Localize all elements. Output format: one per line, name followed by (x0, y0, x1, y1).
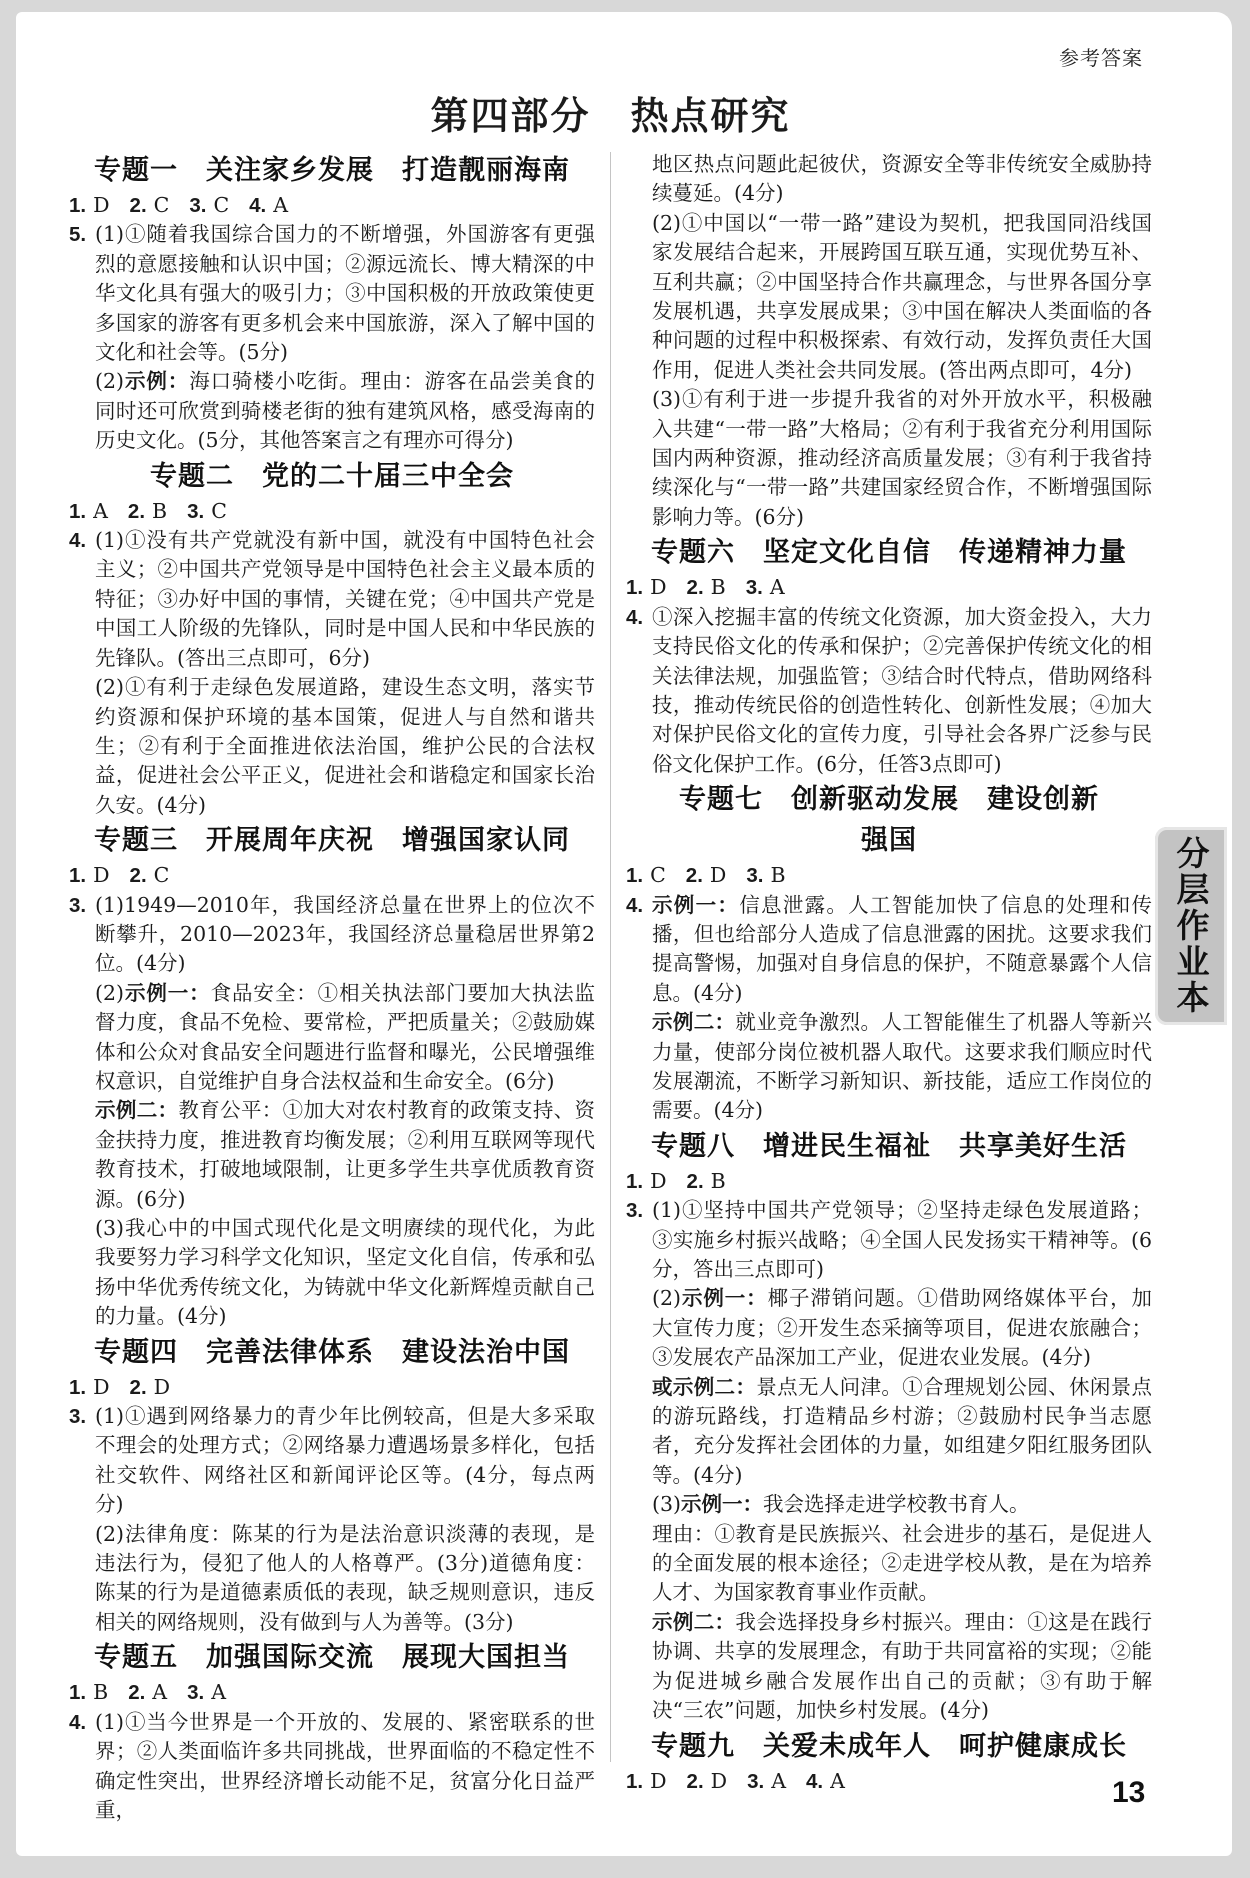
choice-answers-line (626, 861, 1152, 890)
answer-text: (1)①随着我国综合国力的不断增强，外国游客有更强烈的意愿接触和认识中国；②源远流长、博大精深的中华文化具有强大的吸引力；③中国积极的开放政策使更多国家的游客有更多机会来中国旅游，深入了解中国的文化和社会等。(5分) (95, 222, 595, 365)
example-label: 示例二： (652, 1609, 736, 1634)
answer-text: 教育公平：①加大对农村教育的政策支持、资金扶持力度，推进教育均衡发展；②利用互联网等现代教育技术，打破地域限制，让更多学生共享优质教育资源。(6分) (95, 1098, 596, 1211)
answer-letter: A (830, 1768, 845, 1793)
answer-letter: C (211, 498, 227, 523)
example-label: 示例二： (652, 1010, 736, 1035)
topic-heading-line: 专题七 创新驱动发展 建设创新 (679, 784, 1099, 816)
choice-answer (187, 499, 227, 523)
topic-heading-line: 专题六 坚定文化自信 传递精神力量 (651, 537, 1127, 569)
answer-text: (1)①没有共产党就没有新中国，就没有中国特色社会主义；②中国共产党领导是中国特色社会主义最本质的特征；③办好中国的事情，关键在党；④中国共产党是中国工人阶级的先锋队，同时是中国人民和中华民族的先锋队。(答出三点即可，6分) (95, 528, 595, 670)
question-number: 3. (747, 1769, 765, 1793)
question-number: 2. (129, 194, 147, 217)
question-number: 3. (189, 194, 207, 217)
choice-answer (130, 193, 170, 217)
question-number: 2. (685, 864, 703, 888)
answer-text: (2)法律角度：陈某的行为是法治意识淡薄的表现，是违法行为，侵犯了他人的人格尊严。(3分)道德角度：陈某的行为是道德素质低的表现，缺乏规则意识，违反相关的网络规则，没有做到与人为善等。(3分) (95, 1521, 595, 1634)
choice-answer (626, 1769, 667, 1793)
side-tab-label: 分层作业本 (1171, 836, 1211, 1016)
sub-question-label: (3) (652, 1492, 682, 1517)
column-divider (610, 152, 611, 1762)
example-label: 示例一： (652, 892, 740, 917)
answer-paragraph (69, 979, 595, 1097)
choice-answer (806, 1769, 845, 1793)
choice-answer (189, 193, 229, 217)
answer-paragraph (626, 150, 1152, 209)
choice-answer (249, 193, 288, 217)
topic-heading-line: 专题一 关注家乡发展 打造靓丽海南 (94, 155, 570, 186)
answer-text: 我会选择投身乡村振兴。理由：①这是在践行协调、共享的发展理念，有助于共同富裕的实现；②能为促进城乡融合发展作出自己的贡献；③有助于解决“三农”问题，加快乡村发展。(4分) (652, 1609, 1153, 1723)
question-number: 2. (129, 864, 147, 888)
question-number: 4. (249, 194, 267, 217)
answer-paragraph (69, 1096, 595, 1214)
choice-answers-line (69, 1373, 595, 1402)
answer-text: 景点无人问津。①合理规划公园、休闲景点的游玩路线，打造精品乡村游；②鼓励村民争当志愿者，充分发挥社会团体的力量，如组建夕阳红服务团队等。(4分) (652, 1374, 1153, 1487)
answer-paragraph (626, 1608, 1152, 1726)
topic-heading (626, 532, 1152, 573)
answer-letter: D (93, 1374, 110, 1399)
answer-letter: A (93, 498, 108, 523)
topic-heading (626, 1726, 1152, 1767)
answer-letter: D (650, 575, 667, 600)
answer-letter: C (213, 193, 230, 217)
answer-paragraph (626, 1008, 1152, 1126)
answer-letter: A (771, 1768, 787, 1793)
choice-answers-line (69, 497, 595, 526)
answer-text: ①深入挖掘丰富的传统文化资源，加大资金投入，大力支持民俗文化的传承和保护；②完善保护传统文化的相关法律法规，加强监管；③结合时代特点，借助网络科技，推动传统民俗的创造性转化、创新性发展；④加大对保护民俗文化的宣传力度，引导社会各界广泛参与民俗文化保护工作。(6分，任答3点即可) (652, 604, 1152, 776)
answer-letter: D (153, 1374, 171, 1399)
answer-letter: B (93, 1680, 109, 1705)
question-number: 4. (626, 605, 644, 629)
question-number: 2. (686, 1169, 704, 1193)
answer-text: (1)①当今世界是一个开放的、发展的、紧密联系的世界；②人类面临许多共同挑战，世界面临的不稳定性不确定性突出，世界经济增长动能不足，贫富分化日益严重， (95, 1709, 595, 1822)
question-number: 1. (69, 194, 87, 217)
answer-paragraph (626, 385, 1152, 532)
question-number: 3. (746, 864, 764, 888)
answer-letter: A (769, 575, 785, 600)
choice-answers-line (69, 191, 595, 220)
choice-answer (687, 575, 726, 599)
topic-heading-line: 强国 (861, 825, 917, 857)
answer-text: (1)①坚持中国共产党领导；②坚持走绿色发展道路；③实施乡村振兴战略；④全国人民发扬实干精神等。(6分，答出三点即可) (652, 1198, 1152, 1281)
question-number: 1. (69, 499, 87, 523)
answer-text: (2)①有利于走绿色发展道路，建设生态文明，落实节约资源和保护环境的基本国策，促进人与自然和谐共生；②有利于全面推进依法治国，维护公民的合法权益，促进社会公平正义，促进社会和谐稳定和国家长治久安。(4分) (95, 675, 595, 817)
question-number: 2. (686, 1769, 704, 1793)
choice-answer (69, 193, 110, 217)
answer-paragraph (69, 891, 595, 979)
choice-answer (626, 1169, 667, 1193)
choice-answer (746, 863, 785, 887)
sub-question-label: (2) (95, 369, 125, 394)
choice-answers-line (69, 1678, 595, 1707)
choice-answer (686, 863, 727, 887)
answer-letter: C (650, 863, 666, 888)
answer-paragraph (69, 1214, 595, 1332)
topic-heading (69, 150, 595, 191)
question-number: 2. (129, 1375, 147, 1399)
topic-heading-line: 专题三 开展周年庆祝 增强国家认同 (94, 825, 570, 857)
question-number: 3. (187, 1681, 205, 1705)
answer-letter: D (650, 1768, 667, 1793)
question-number: 1. (69, 1375, 87, 1399)
topic-heading (626, 779, 1152, 861)
question-number: 2. (127, 499, 146, 523)
topic-heading (69, 456, 595, 497)
choice-answers-line (626, 573, 1152, 602)
answer-letter: D (709, 863, 727, 888)
answer-letter: C (153, 193, 170, 217)
answer-paragraph (626, 1196, 1152, 1284)
topic-heading-line: 专题五 加强国际交流 展现大国担当 (94, 1642, 570, 1674)
question-number: 4. (69, 529, 87, 553)
answer-paragraph (626, 1373, 1152, 1491)
question-number: 4. (626, 893, 644, 917)
answer-letter: A (152, 1680, 168, 1705)
choice-answer (69, 1680, 108, 1704)
answer-column-left (69, 150, 595, 1825)
choice-answer (130, 863, 170, 887)
topic-heading-line: 专题八 增进民生福祉 共享美好生活 (651, 1130, 1127, 1162)
answer-paragraph (626, 603, 1152, 779)
answer-paragraph (69, 220, 595, 367)
topic-heading-line: 专题九 关爱未成年人 呵护健康成长 (651, 1730, 1127, 1762)
section-label: 参考答案 (1059, 46, 1143, 70)
choice-answer (687, 1769, 728, 1793)
answer-text: (2)①中国以“一带一路”建设为契机，把我国同沿线国家发展结合起来，开展跨国互联互通，实现优势互补、互利共赢；②中国坚持合作共赢理念，与世界各国分享发展机遇，共享发展成果；③中国在解决人类面临的各种问题的过程中积极探索、有效行动，发挥负责任大国作用，促进人类社会共同发展。(答出两点即可，4分) (652, 210, 1152, 382)
choice-answer (626, 575, 667, 599)
choice-answer (128, 1680, 167, 1704)
sub-question-label: (2) (95, 980, 125, 1005)
example-label: 示例二： (95, 1098, 179, 1123)
answer-text: 椰子滞销问题。①借助网络媒体平台，加大宣传力度；②开发生态采摘等项目，促进农旅融合；③发展农产品深加工产业，促进农业发展。(4分) (652, 1286, 1153, 1370)
choice-answer (128, 499, 167, 523)
choice-answer (69, 499, 108, 523)
question-number: 2. (686, 576, 704, 600)
choice-answer (187, 1680, 226, 1704)
example-label: 示例一： (124, 980, 211, 1005)
topic-heading-line: 专题二 党的二十届三中全会 (150, 460, 514, 492)
answer-paragraph (69, 1708, 595, 1826)
answer-letter: B (770, 863, 786, 888)
answer-letter: D (710, 1768, 728, 1793)
answer-text: 食品安全：①相关执法部门要加大执法监督力度，食品不免检、要常检，严把质量关；②鼓励媒体和公众对食品安全问题进行监督和曝光，公民增强维权意识，自觉维护自身合法权益和生命安全。(6分) (95, 980, 596, 1093)
example-label: 示例一： (681, 1492, 764, 1517)
answer-paragraph (626, 1520, 1152, 1608)
question-number: 1. (626, 1769, 644, 1793)
question-number: 3. (745, 576, 763, 600)
question-number: 3. (626, 1199, 644, 1223)
answer-text: 理由：①教育是民族振兴、社会进步的基石，是促进人的全面发展的根本途径；②走进学校从教，是在为培养人才、为国家教育事业作贡献。 (652, 1521, 1152, 1605)
page-number: 13 (1112, 1776, 1146, 1809)
sub-question-label: (2) (652, 1286, 682, 1311)
question-number: 1. (626, 864, 644, 888)
choice-answer (746, 575, 785, 599)
answer-paragraph (626, 209, 1152, 385)
question-number: 3. (69, 1405, 87, 1429)
answer-text: 我会选择走进学校教书育人。 (763, 1492, 1030, 1517)
answer-paragraph (69, 1402, 595, 1520)
answer-column-right (626, 150, 1152, 1796)
choice-answer (626, 863, 666, 887)
answer-text: 就业竞争激烈。人工智能催生了机器人等新兴力量，使部分岗位被机器人取代。这要求我们顺应时代发展潮流，不断学习新知识、新技能，适应工作岗位的需要。(4分) (652, 1010, 1153, 1123)
choice-answer (687, 1169, 726, 1193)
example-label: 或示例二： (652, 1374, 757, 1399)
question-number: 4. (69, 1710, 87, 1734)
answer-letter: B (710, 1168, 726, 1193)
question-number: 5. (69, 223, 87, 247)
answer-letter: D (650, 1168, 667, 1193)
answer-text: 信息泄露。人工智能加快了信息的处理和传播，但也给部分人造成了信息泄露的困扰。这要求我们提高警惕，加强对自身信息的保护，不随意暴露个人信息。(4分) (652, 892, 1153, 1005)
answer-paragraph (626, 891, 1152, 1009)
topic-heading-line: 专题四 完善法律体系 建设法治中国 (94, 1336, 570, 1368)
example-label: 示例： (124, 369, 190, 394)
answer-text: 海口骑楼小吃街。理由：游客在品尝美食的同时还可欣赏到骑楼老街的独有建筑风格，感受海南的历史文化。(5分，其他答案言之有理亦可得分) (95, 369, 596, 453)
choice-answers-line (626, 1167, 1152, 1196)
page-title: 第四部分 热点研究 (430, 94, 791, 138)
answer-letter: D (93, 863, 110, 888)
topic-heading (69, 1637, 595, 1678)
answer-letter: D (93, 193, 110, 217)
answer-text: 地区热点问题此起彼伏，资源安全等非传统安全威胁持续蔓延。(4分) (652, 152, 1152, 206)
question-number: 1. (626, 576, 644, 600)
choice-answer (69, 863, 110, 887)
answer-paragraph (69, 673, 595, 820)
answer-paragraph (626, 1490, 1152, 1519)
question-number: 4. (806, 1769, 824, 1793)
answer-letter: B (152, 498, 168, 523)
question-number: 1. (69, 1681, 87, 1705)
answer-paragraph (69, 367, 595, 455)
question-number: 1. (69, 864, 87, 888)
choice-answer (747, 1769, 786, 1793)
topic-heading (69, 820, 595, 861)
answer-letter: A (211, 1680, 227, 1705)
topic-heading (69, 1332, 595, 1373)
answer-letter: A (273, 193, 289, 217)
answer-letter: B (710, 575, 726, 600)
answer-text: (1)①遇到网络暴力的青少年比例较高，但是大多采取不理会的处理方式；②网络暴力遭遇场景多样化，包括社交软件、网络社区和新闻评论区等。(4分，每点两分) (95, 1404, 595, 1517)
question-number: 3. (187, 499, 205, 523)
choice-answers-line (626, 1767, 1152, 1796)
answer-paragraph (69, 1520, 595, 1638)
topic-heading (626, 1126, 1152, 1167)
answer-paragraph (626, 1284, 1152, 1372)
answer-text: (3)①有利于进一步提升我省的对外开放水平，积极融入共建“一带一路”大格局；②有利于我省充分利用国际国内两种资源，推动经济高质量发展；③有利于我省持续深化与“一带一路”共建国家经贸合作，不断增强国际影响力等。(6分) (652, 387, 1152, 529)
choice-answers-line (69, 861, 595, 890)
answer-text: (1)1949—2010年，我国经济总量在世界上的位次不断攀升，2010—2023年，我国经济总量稳居世界第2位。(4分) (95, 892, 595, 976)
question-number: 3. (69, 893, 87, 917)
answer-text: (3)我心中的中国式现代化是文明赓续的现代化，为此我要努力学习科学文化知识，坚定文化自信，传承和弘扬中华优秀传统文化，为铸就中华文化新辉煌贡献自己的力量。(4分) (95, 1216, 595, 1329)
side-tab (1155, 827, 1227, 1025)
example-label: 示例一： (681, 1286, 768, 1311)
answer-letter: C (153, 863, 170, 888)
question-number: 2. (128, 1681, 146, 1705)
answer-paragraph (69, 526, 595, 673)
question-number: 1. (626, 1169, 644, 1193)
choice-answer (69, 1375, 110, 1399)
choice-answer (130, 1375, 171, 1399)
